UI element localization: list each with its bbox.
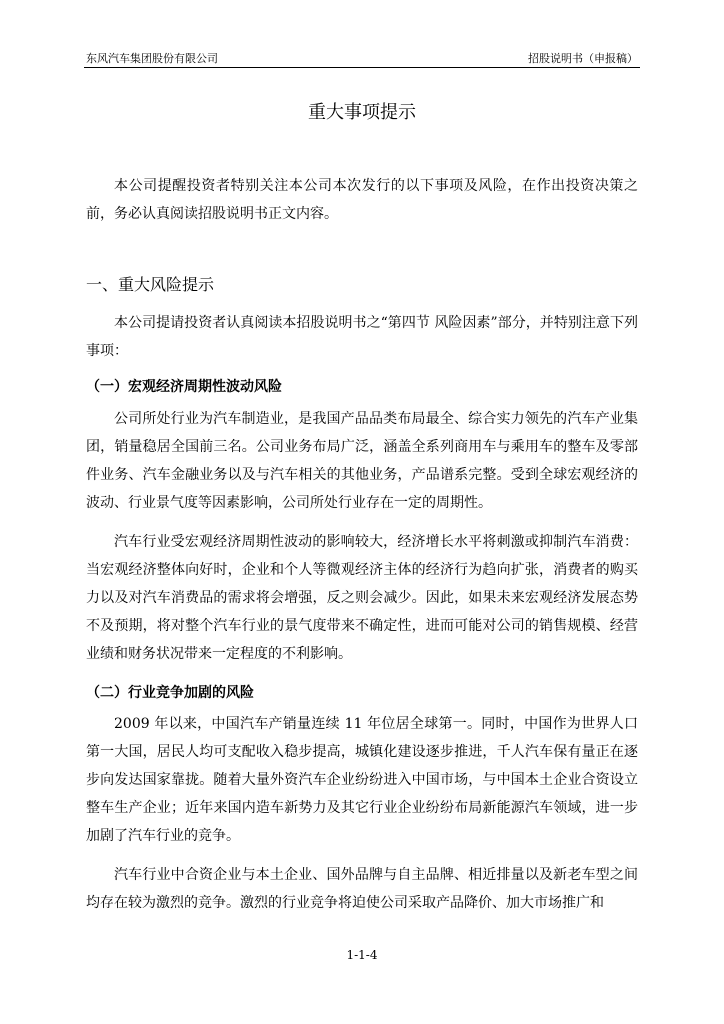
header-doc-title: 招股说明书（申报稿） <box>528 52 638 65</box>
section-intro-paragraph: 本公司提请投资者认真阅读本招股说明书之“第四节 风险因素”部分，并特别注意下列事项： <box>86 315 638 359</box>
header-rule <box>84 67 640 68</box>
header-company: 东风汽车集团股份有限公司 <box>86 52 218 65</box>
macro-risk-paragraph-2: 汽车行业受宏观经济周期性波动的影响较大，经济增长水平将刺激或抑制汽车消费：当宏观经济整体向好时，企业和个人等微观经济主体的经济行为趋向扩张，消费者的购买力以及对汽车消费品的需求将会增强，反之则会减少。因此，如果未来宏观经济发展态势不及预期，将对整个汽车行业的景气度带来不确定性，进而可能对公司的销售规模、经营业绩和财务状况带来一定程度的不利影响。 <box>86 534 638 662</box>
subsection-heading-macro-risk: （一）宏观经济周期性波动风险 <box>86 379 282 395</box>
intro-paragraph: 本公司提醒投资者特别关注本公司本次发行的以下事项及风险，在作出投资决策之前，务必认真阅读招股说明书正文内容。 <box>86 178 638 222</box>
competition-risk-paragraph-1: 2009 年以来，中国汽车产销量连续 11 年位居全球第一。同时，中国作为世界人口第一大国，居民人均可支配收入稳步提高，城镇化建设逐步推进，千人汽车保有量正在逐步向发达国家靠拢。随着大量外资汽车企业纷纷进入中国市场，与中国本土企业合资设立整车生产企业；近年来国内造车新势力及其它行业企业纷纷布局新能源汽车领域，进一步加剧了汽车行业的竞争。 <box>86 716 638 844</box>
page-title: 重大事项提示 <box>308 102 416 123</box>
section-heading-major-risks: 一、重大风险提示 <box>86 275 215 294</box>
macro-risk-paragraph-1: 公司所处行业为汽车制造业，是我国产品品类布局最全、综合实力领先的汽车产业集团，销量稳居全国前三名。公司业务布局广泛，涵盖全系列商用车与乘用车的整车及零部件业务、汽车金融业务以及与汽车相关的其他业务，产品谱系完整。受到全球宏观经济的波动、行业景气度等因素影响，公司所处行业存在一定的周期性。 <box>86 411 638 511</box>
subsection-heading-competition-risk: （二）行业竞争加剧的风险 <box>86 685 254 701</box>
competition-risk-paragraph-2: 汽车行业中合资企业与本土企业、国外品牌与自主品牌、相近排量以及新老车型之间均存在较为激烈的竞争。激烈的行业竞争将迫使公司采取产品降价、加大市场推广和 <box>86 867 638 911</box>
page-number: 1-1-4 <box>346 948 378 962</box>
